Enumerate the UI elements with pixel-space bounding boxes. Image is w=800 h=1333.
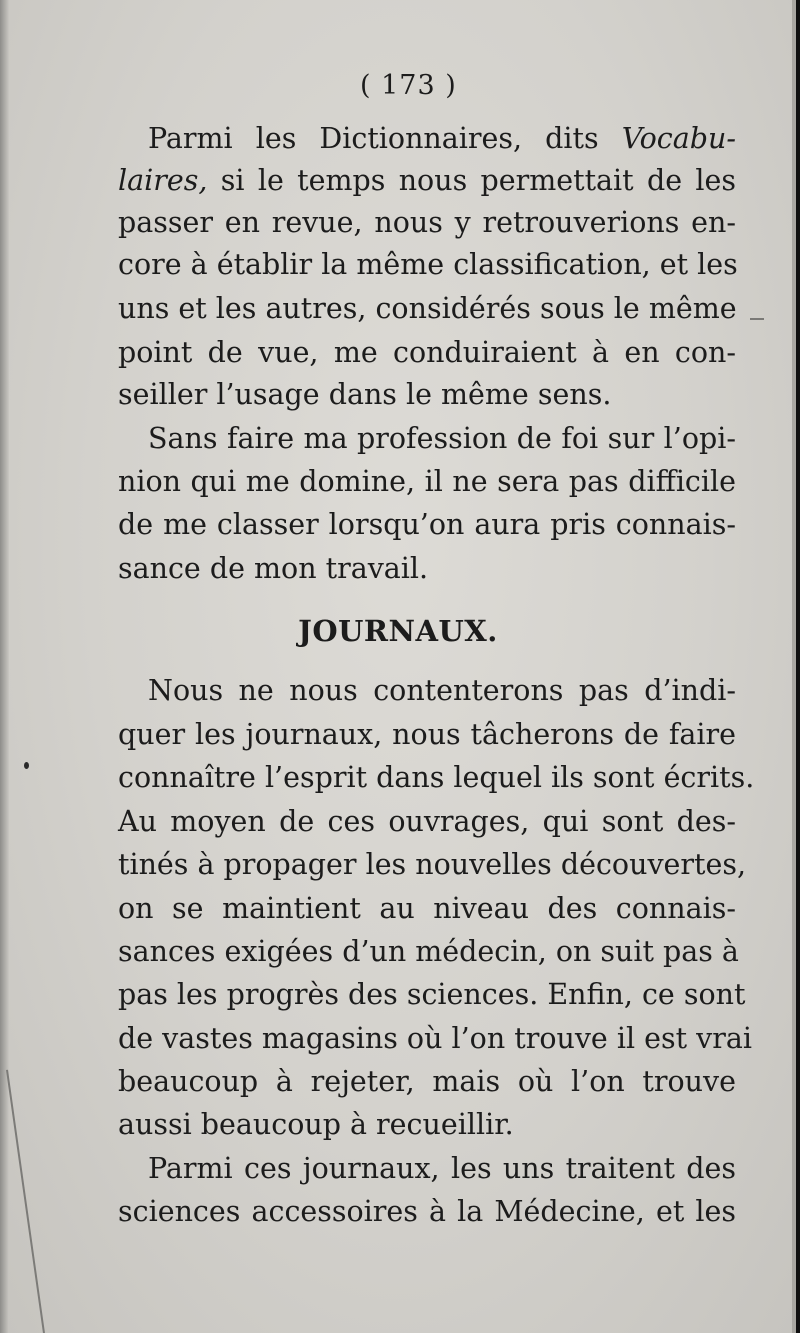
paragraph-3-line-1: Nous ne nous contenterons pas d’indi- xyxy=(148,674,736,707)
paragraph-2-line-4: sance de mon travail. xyxy=(118,552,429,585)
text-span: Parmi les Dictionnaires, dits xyxy=(148,122,599,155)
paragraph-1-line-3: passer en revue, nous y retrouverions en- xyxy=(118,206,736,239)
margin-dash-mark xyxy=(750,318,764,320)
paragraph-1-line-6: point de vue, me conduiraient à en con- xyxy=(118,336,736,369)
margin-ink-spot xyxy=(24,762,29,769)
paragraph-3-line-5: tinés à propager les nouvelles découvertes, xyxy=(118,848,747,881)
page-fold-line xyxy=(6,1070,46,1333)
paragraph-2-line-2: nion qui me domine, il ne sera pas difficile xyxy=(118,465,736,498)
paragraph-2-line-3: de me classer lorsqu’on aura pris connais- xyxy=(118,508,736,541)
paragraph-2-line-1: Sans faire ma profession de foi sur l’opi- xyxy=(148,422,736,455)
paragraph-4-line-2: sciences accessoires à la Médecine, et les xyxy=(118,1195,736,1228)
section-heading: JOURNAUX. xyxy=(298,614,498,648)
paragraph-3-line-6: on se maintient au niveau des connais- xyxy=(118,892,736,925)
paragraph-1-line-4: core à établir la même classification, et les xyxy=(118,248,738,281)
paragraph-3-line-11: aussi beaucoup à recueillir. xyxy=(118,1108,514,1141)
paragraph-3-line-9: de vastes magasins où l’on trouve il est vrai xyxy=(118,1022,752,1055)
page-number: ( 173 ) xyxy=(360,70,457,101)
italic-term: Vocabu- xyxy=(621,122,736,155)
text-span: si le temps nous permettait de les xyxy=(220,164,737,197)
paragraph-1-line-7: seiller l’usage dans le même sens. xyxy=(118,378,612,411)
paragraph-3-line-2: quer les journaux, nous tâcherons de faire xyxy=(118,718,736,751)
italic-term: laires, xyxy=(118,164,208,197)
paragraph-1-line-5: uns et les autres, considérés sous le même xyxy=(118,292,737,325)
paragraph-3-line-4: Au moyen de ces ouvrages, qui sont des- xyxy=(118,805,736,838)
page-right-edge xyxy=(792,0,796,1333)
paragraph-3-line-7: sances exigées d’un médecin, on suit pas à xyxy=(118,935,739,968)
paragraph-3-line-10: beaucoup à rejeter, mais où l’on trouve xyxy=(118,1065,736,1098)
page-left-edge xyxy=(0,0,9,1333)
paragraph-3-line-3: connaître l’esprit dans lequel ils sont écrits. xyxy=(118,761,755,794)
paragraph-1-line-1 xyxy=(148,120,736,158)
paragraph-3-line-8: pas les progrès des sciences. Enfin, ce sont xyxy=(118,978,746,1011)
paragraph-4-line-1: Parmi ces journaux, les uns traitent des xyxy=(148,1152,736,1185)
paragraph-1-line-2 xyxy=(118,162,736,200)
